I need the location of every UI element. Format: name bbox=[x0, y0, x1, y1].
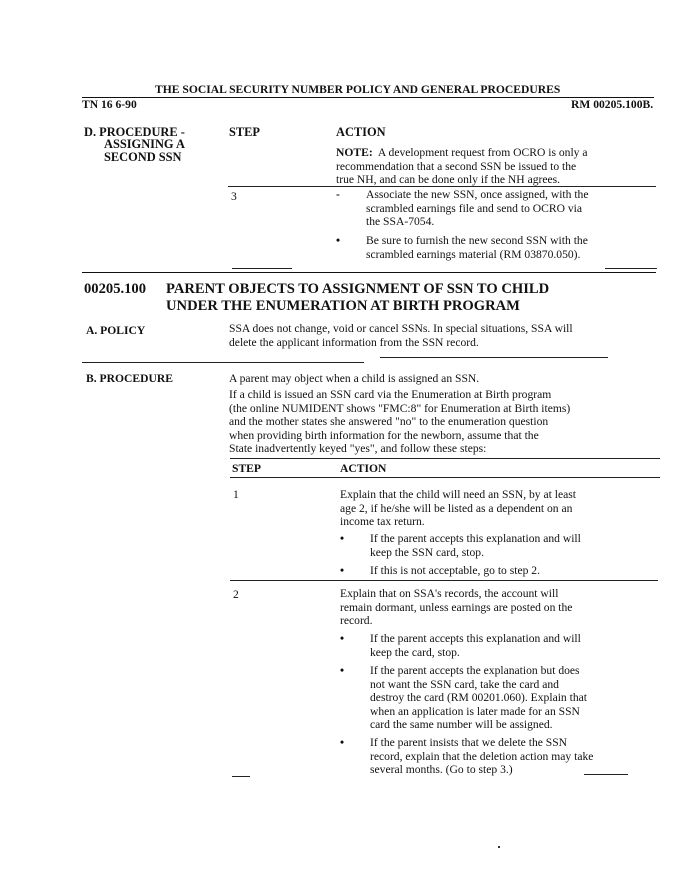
policy-label: A. POLICY bbox=[86, 324, 146, 337]
row-divider bbox=[584, 774, 628, 775]
step-text: Explain that on SSA's records, the account will remain dormant, unless earnings are posted on the record. bbox=[340, 587, 573, 628]
section-rule bbox=[82, 272, 656, 273]
row-divider bbox=[230, 580, 658, 581]
step-number: 3 bbox=[231, 190, 237, 203]
section-divider bbox=[380, 357, 608, 358]
table-header-rule bbox=[230, 477, 660, 478]
header-rule bbox=[82, 97, 654, 98]
running-header-title: THE SOCIAL SECURITY NUMBER POLICY AND GENERAL PROCEDURES bbox=[155, 83, 561, 96]
section-divider bbox=[82, 362, 364, 363]
policy-text: SSA does not change, void or cancel SSNs. In special situations, SSA will delete the applicant information from the SSN record. bbox=[229, 322, 573, 349]
scan-speck bbox=[498, 846, 500, 848]
step-column-header: STEP bbox=[229, 125, 260, 139]
step-column-header: STEP bbox=[232, 462, 261, 475]
transmittal-number: TN 16 6-90 bbox=[82, 98, 137, 111]
row-divider bbox=[605, 268, 657, 269]
section-title: PARENT OBJECTS TO ASSIGNMENT OF SSN TO CHILD UNDER THE ENUMERATION AT BIRTH PROGRAM bbox=[166, 281, 550, 314]
section-number: 00205.100 bbox=[84, 281, 147, 297]
note-block: NOTE: A development request from OCRO is only a recommendation that a second SSN be issued to the true NH, and can be done only if the NH agrees. bbox=[336, 146, 588, 187]
row-divider bbox=[228, 186, 656, 187]
step-number: 1 bbox=[233, 488, 239, 501]
table-top-rule bbox=[230, 458, 660, 459]
row-divider bbox=[232, 268, 292, 269]
step-number: 2 bbox=[233, 588, 239, 601]
procedure-paragraph: If a child is issued an SSN card via the Enumeration at Birth program (the online NUMIDENT shows "FMC:8" for Enumeration at Birth items) and the mother states she answered "no" to the enumeration question when providing birth information for the newborn, assume that the State inadvertently keyed "yes", and follow these steps: bbox=[229, 388, 571, 456]
reference-number: RM 00205.100B. bbox=[571, 98, 654, 111]
action-column-header: ACTION bbox=[340, 462, 387, 475]
action-column-header: ACTION bbox=[336, 125, 386, 139]
step-text: Explain that the child will need an SSN, by at least age 2, if he/she will be listed as a dependent on an income tax return. bbox=[340, 488, 577, 529]
procedure-intro: A parent may object when a child is assigned an SSN. bbox=[229, 372, 480, 385]
procedure-label: B. PROCEDURE bbox=[86, 372, 173, 385]
row-divider bbox=[232, 776, 250, 777]
prev-section-label: D. PROCEDURE - ASSIGNING A SECOND SSN bbox=[84, 125, 185, 164]
note-label: NOTE: bbox=[336, 146, 373, 159]
